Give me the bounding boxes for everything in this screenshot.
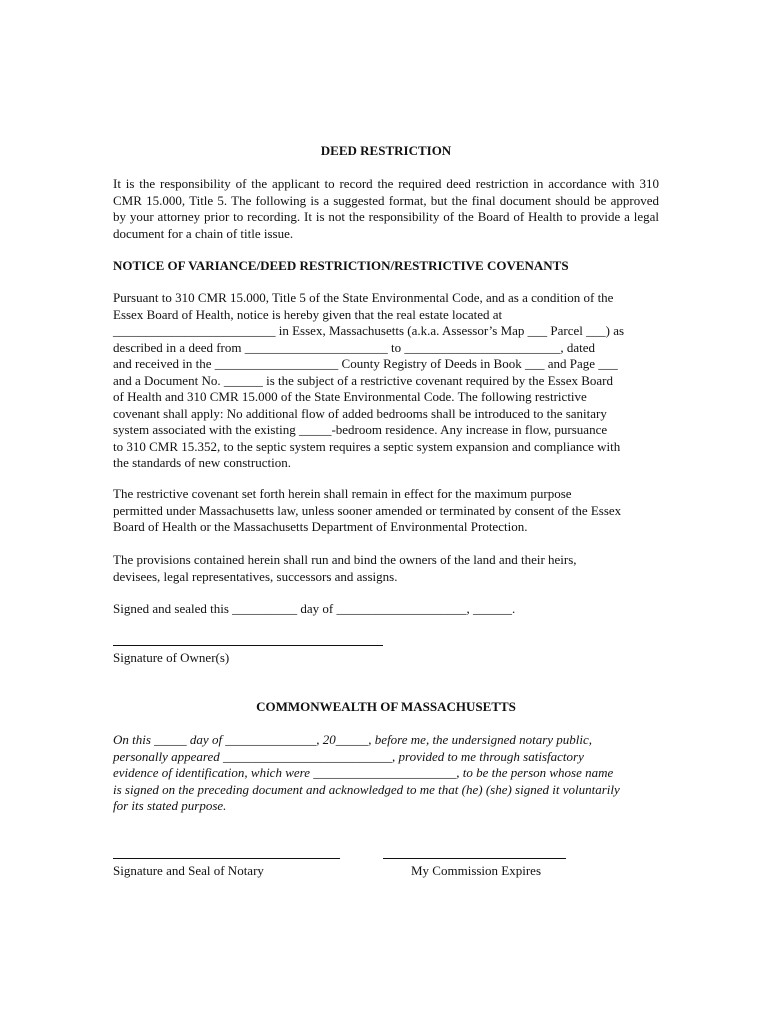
provisions-line: devisees, legal representatives, successors and assigns. — [113, 568, 398, 584]
notice-line: to 310 CMR 15.352, to the septic system requires a septic system expansion and compliance with — [113, 438, 621, 454]
covenant-line: Board of Health or the Massachusetts Department of Environmental Protection. — [113, 519, 528, 534]
commission-expires-label: My Commission Expires — [411, 863, 542, 878]
notice-line: covenant shall apply: No additional flow of added bedrooms shall be introduced to the sanitary — [113, 405, 607, 421]
provisions-paragraph — [113, 552, 659, 585]
notice-heading: NOTICE OF VARIANCE/DEED RESTRICTION/RESTRICTIVE COVENANTS — [113, 258, 569, 273]
owner-signature-label: Signature of Owner(s) — [113, 650, 230, 665]
notary-line: for its stated purpose. — [113, 798, 227, 813]
notary-line: evidence of identification, which were ______________________, to be the person whose name — [113, 765, 614, 780]
notary-line: On this _____ day of ______________, 20_____, before me, the undersigned notary public, — [113, 732, 593, 747]
notice-line: Essex Board of Health, notice is hereby given that the real estate located at — [113, 306, 503, 322]
owner-signature-line — [113, 645, 383, 646]
notice-line: described in a deed from ______________________ to ________________________, dated — [113, 339, 596, 355]
notice-paragraph — [113, 290, 659, 472]
covenant-line: permitted under Massachusetts law, unless sooner amended or terminated by consent of the Essex — [113, 502, 622, 518]
notary-signature-label: Signature and Seal of Notary — [113, 863, 264, 878]
notice-line: Pursuant to 310 CMR 15.000, Title 5 of the State Environmental Code, and as a condition of the — [113, 290, 614, 305]
commonwealth-heading: COMMONWEALTH OF MASSACHUSETTS — [256, 699, 516, 714]
provisions-line: The provisions contained herein shall run and bind the owners of the land and their heirs, — [113, 552, 577, 567]
notice-line: _________________________ in Essex, Massachusetts (a.k.a. Assessor’s Map ___ Parcel ___) as — [113, 323, 625, 338]
notice-line: the standards of new construction. — [113, 455, 291, 470]
covenant-line: The restrictive covenant set forth herein shall remain in effect for the maximum purpose — [113, 486, 572, 501]
notice-line: and received in the ___________________ County Registry of Deeds in Book ___ and Page ___ — [113, 356, 618, 371]
document-title: DEED RESTRICTION — [320, 143, 452, 158]
notice-line: system associated with the existing _____-bedroom residence. Any increase in flow, pursuance — [113, 422, 608, 437]
notice-line: of Health and 310 CMR 15.000 of the State Environmental Code. The following restrictive — [113, 389, 587, 404]
notary-signature-line — [113, 858, 340, 859]
intro-paragraph: It is the responsibility of the applicant to record the required deed restriction in accordance with 310 CMR 15.000, Title 5. The following is a suggested format, but the final document should be approved by your attorney prior to recording. It is not the responsibility of the Board of Health to provide a legal document for a chain of title issue. — [113, 176, 659, 241]
notice-line: and a Document No. ______ is the subject of a restrictive covenant required by the Essex Board — [113, 372, 613, 388]
notary-line: is signed on the preceding document and acknowledged to me that (he) (she) signed it voluntarily — [113, 781, 620, 797]
covenant-paragraph — [113, 486, 659, 536]
notary-paragraph — [113, 732, 659, 815]
commission-expires-line — [383, 858, 566, 859]
signed-sealed-line: Signed and sealed this __________ day of ____________________, ______. — [113, 601, 516, 616]
notary-line: personally appeared __________________________, provided to me through satisfactory — [113, 748, 584, 764]
